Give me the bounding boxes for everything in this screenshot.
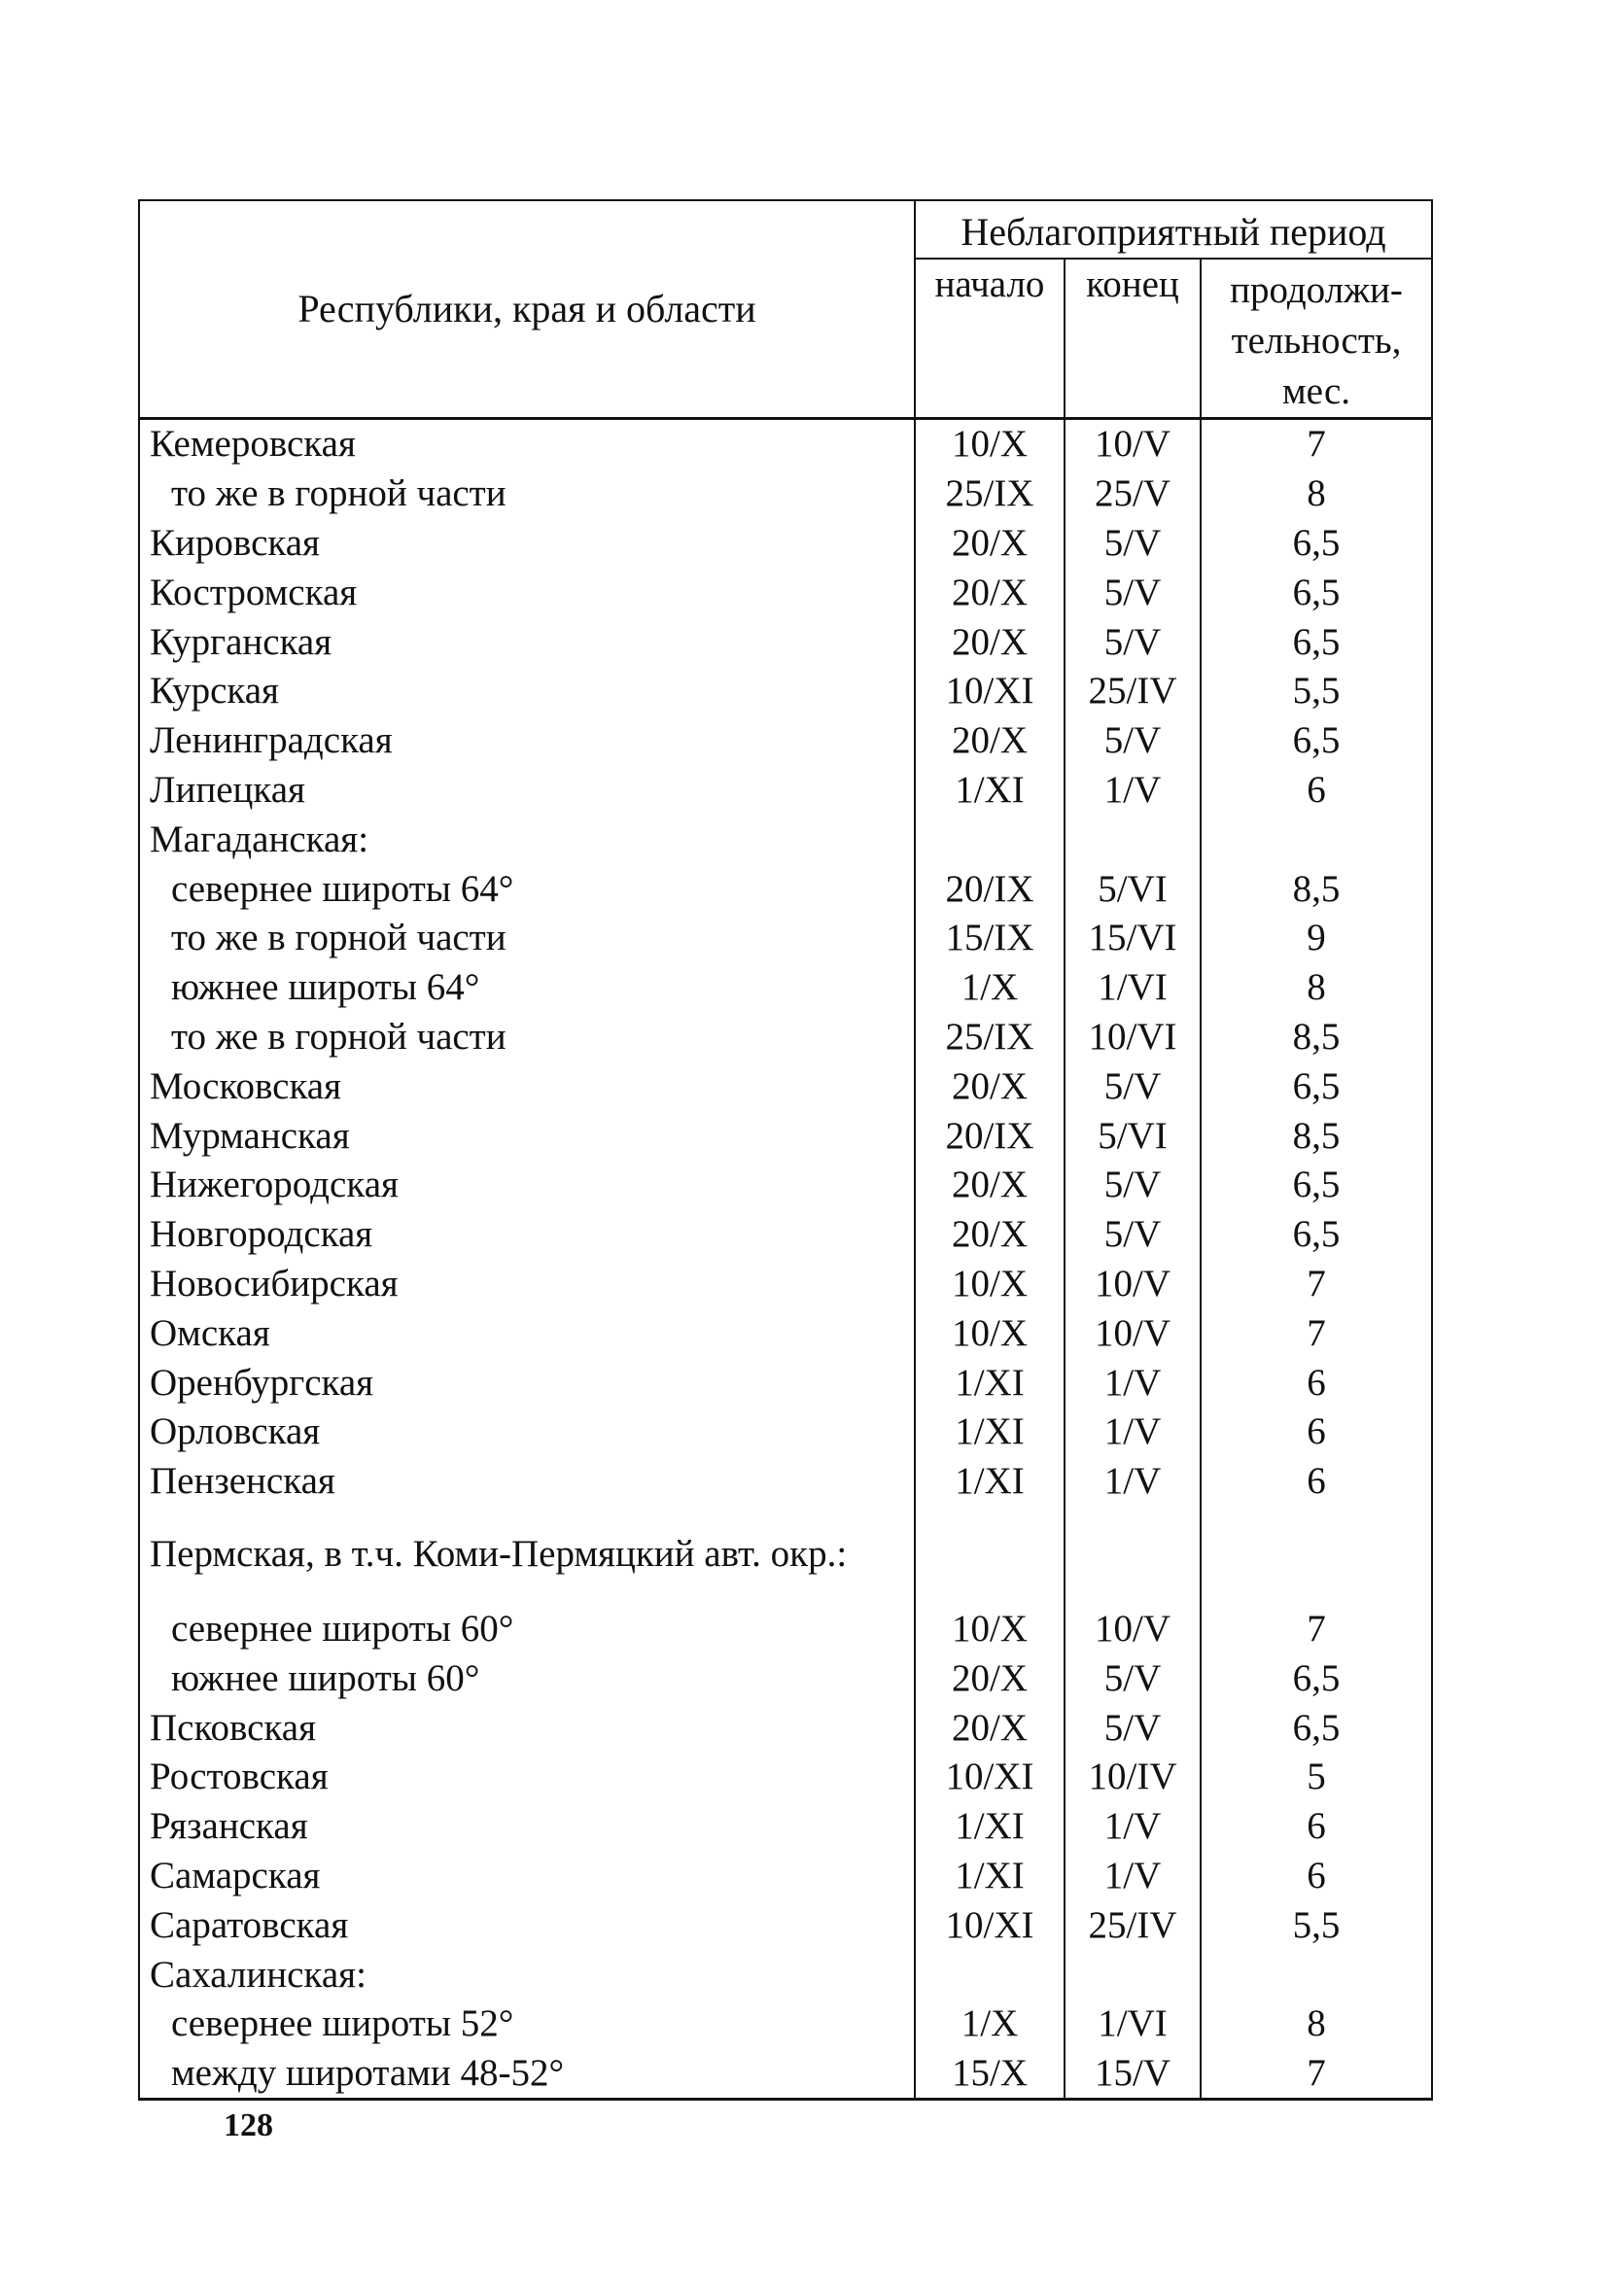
unfavorable-period-table [138,199,1433,2101]
table-row [139,1061,1432,1111]
end-date-cell [1065,815,1201,864]
table-row [139,617,1432,667]
table-row [139,1259,1432,1308]
region-name-cell: Ростовская [139,1753,915,1802]
start-date-cell: 20/X [915,1703,1065,1753]
duration-cell: 7 [1201,1308,1432,1358]
region-name-cell: Псковская [139,1703,915,1753]
duration-cell: 5,5 [1201,667,1432,716]
region-name-cell: Новосибирская [139,1259,915,1308]
region-name-cell: Сахалинская: [139,1950,915,2000]
end-date-cell: 10/V [1065,418,1201,469]
end-date-cell: 5/V [1065,518,1201,568]
start-date-cell: 20/IX [915,864,1065,914]
region-name-cell: севернее широты 64° [139,864,915,914]
start-date-cell: 1/XI [915,1801,1065,1851]
page-number: 128 [224,2107,273,2143]
start-date-cell: 20/X [915,1209,1065,1259]
region-name-cell: севернее широты 52° [139,1999,915,2048]
table-row [139,418,1432,469]
start-date-cell: 1/XI [915,765,1065,815]
start-date-cell [915,815,1065,864]
table-row [139,1999,1432,2048]
start-date-cell: 25/IX [915,1012,1065,1061]
region-name-cell: Московская [139,1061,915,1111]
table-row [139,1801,1432,1851]
start-date-cell: 1/XI [915,1408,1065,1457]
start-date-cell [915,1506,1065,1604]
region-name-cell: Оренбургская [139,1358,915,1408]
region-name-cell: Курская [139,667,915,716]
duration-cell: 7 [1201,1604,1432,1653]
region-name-cell: Мурманская [139,1111,915,1161]
end-date-cell [1065,1506,1201,1604]
region-name-cell: Пермская, в т.ч. Коми-Пермяцкий авт. окр.: [139,1506,915,1604]
start-date-cell: 10/XI [915,1900,1065,1950]
end-date-cell: 10/V [1065,1308,1201,1358]
header-end: конец [1065,259,1201,418]
table-header [139,200,1432,418]
start-date-cell: 1/X [915,962,1065,1012]
duration-cell: 6 [1201,1801,1432,1851]
start-date-cell: 25/IX [915,469,1065,518]
region-name-cell: Омская [139,1308,915,1358]
start-date-cell: 1/XI [915,1358,1065,1408]
header-region: Республики, края и области [139,200,915,418]
end-date-cell: 5/VI [1065,864,1201,914]
table-row [139,864,1432,914]
end-date-cell: 1/V [1065,1456,1201,1506]
duration-cell: 7 [1201,2048,1432,2099]
start-date-cell: 20/X [915,518,1065,568]
start-date-cell: 10/X [915,1308,1065,1358]
start-date-cell: 1/XI [915,1456,1065,1506]
region-name-cell: Нижегородская [139,1161,915,1210]
end-date-cell: 5/VI [1065,1111,1201,1161]
duration-cell: 8 [1201,469,1432,518]
region-name-cell: Кемеровская [139,418,915,469]
table-row [139,1604,1432,1653]
region-name-cell: между широтами 48-52° [139,2048,915,2099]
end-date-cell: 5/V [1065,1703,1201,1753]
start-date-cell: 10/X [915,1259,1065,1308]
table-row [139,518,1432,568]
duration-cell: 6,5 [1201,617,1432,667]
duration-cell [1201,815,1432,864]
duration-cell: 6,5 [1201,1061,1432,1111]
duration-cell: 6,5 [1201,1703,1432,1753]
start-date-cell: 15/IX [915,914,1065,963]
duration-cell: 6,5 [1201,518,1432,568]
region-name-cell: то же в горной части [139,1012,915,1061]
duration-cell [1201,1506,1432,1604]
end-date-cell: 5/V [1065,617,1201,667]
end-date-cell: 5/V [1065,715,1201,765]
end-date-cell: 25/V [1065,469,1201,518]
table-row [139,469,1432,518]
region-name-cell: южнее широты 64° [139,962,915,1012]
duration-cell: 8 [1201,1999,1432,2048]
region-name-cell: севернее широты 60° [139,1604,915,1653]
region-name-cell: Костромская [139,568,915,617]
start-date-cell: 1/XI [915,1851,1065,1900]
end-date-cell: 1/V [1065,1801,1201,1851]
region-name-cell: Орловская [139,1408,915,1457]
end-date-cell: 10/V [1065,1604,1201,1653]
region-name-cell: южнее широты 60° [139,1653,915,1703]
start-date-cell: 20/X [915,568,1065,617]
end-date-cell: 5/V [1065,1161,1201,1210]
start-date-cell: 20/X [915,617,1065,667]
region-name-cell: Пензенская [139,1456,915,1506]
region-name-cell: Кировская [139,518,915,568]
end-date-cell: 25/IV [1065,1900,1201,1950]
duration-cell: 6,5 [1201,1161,1432,1210]
table-row [139,1012,1432,1061]
region-name-cell: Липецкая [139,765,915,815]
period-table-container [138,199,1431,2101]
start-date-cell [915,1950,1065,2000]
end-date-cell: 5/V [1065,1209,1201,1259]
table-row [139,1851,1432,1900]
region-name-cell: Магаданская: [139,815,915,864]
region-name-cell: то же в горной части [139,469,915,518]
duration-cell: 6 [1201,765,1432,815]
start-date-cell: 15/X [915,2048,1065,2099]
end-date-cell: 5/V [1065,1061,1201,1111]
table-row [139,1950,1432,2000]
start-date-cell: 20/X [915,1161,1065,1210]
start-date-cell: 10/X [915,418,1065,469]
start-date-cell: 20/X [915,715,1065,765]
table-row [139,1753,1432,1802]
table-row [139,914,1432,963]
end-date-cell: 1/V [1065,765,1201,815]
end-date-cell: 1/V [1065,1408,1201,1457]
table-body [139,418,1432,2100]
table-row [139,2048,1432,2099]
table-row [139,815,1432,864]
start-date-cell: 1/X [915,1999,1065,2048]
duration-cell: 5 [1201,1753,1432,1802]
end-date-cell: 5/V [1065,1653,1201,1703]
header-duration: продолжи-тельность, мес. [1201,259,1432,418]
table-row [139,1703,1432,1753]
duration-cell: 6,5 [1201,1209,1432,1259]
end-date-cell: 5/V [1065,568,1201,617]
duration-cell: 5,5 [1201,1900,1432,1950]
table-row [139,1161,1432,1210]
table-row [139,765,1432,815]
end-date-cell: 10/IV [1065,1753,1201,1802]
table-row [139,1900,1432,1950]
table-row [139,1308,1432,1358]
table-row [139,568,1432,617]
duration-cell: 6,5 [1201,715,1432,765]
duration-cell: 8,5 [1201,864,1432,914]
start-date-cell: 10/X [915,1604,1065,1653]
duration-cell: 6 [1201,1408,1432,1457]
duration-cell: 6 [1201,1358,1432,1408]
duration-cell: 7 [1201,418,1432,469]
duration-cell [1201,1950,1432,2000]
table-row [139,1408,1432,1457]
end-date-cell: 10/V [1065,1259,1201,1308]
duration-cell: 6 [1201,1851,1432,1900]
duration-cell: 7 [1201,1259,1432,1308]
table-row [139,1506,1432,1604]
duration-cell: 6,5 [1201,1653,1432,1703]
region-name-cell: Самарская [139,1851,915,1900]
duration-cell: 6,5 [1201,568,1432,617]
duration-cell: 8 [1201,962,1432,1012]
table-row [139,1209,1432,1259]
start-date-cell: 10/XI [915,667,1065,716]
table-row [139,1358,1432,1408]
header-start: начало [915,259,1065,418]
end-date-cell: 25/IV [1065,667,1201,716]
end-date-cell: 10/VI [1065,1012,1201,1061]
duration-cell: 8,5 [1201,1012,1432,1061]
table-row [139,715,1432,765]
table-row [139,1111,1432,1161]
duration-cell: 6 [1201,1456,1432,1506]
end-date-cell: 1/V [1065,1851,1201,1900]
table-row [139,1653,1432,1703]
end-date-cell: 1/VI [1065,962,1201,1012]
table-row [139,962,1432,1012]
header-period-group: Неблагоприятный период [915,200,1432,259]
start-date-cell: 20/IX [915,1111,1065,1161]
end-date-cell: 1/V [1065,1358,1201,1408]
region-name-cell: Рязанская [139,1801,915,1851]
region-name-cell: Новгородская [139,1209,915,1259]
start-date-cell: 20/X [915,1061,1065,1111]
table-row [139,1456,1432,1506]
end-date-cell [1065,1950,1201,2000]
end-date-cell: 15/VI [1065,914,1201,963]
duration-cell: 9 [1201,914,1432,963]
region-name-cell: Ленинградская [139,715,915,765]
table-row [139,667,1432,716]
region-name-cell: Саратовская [139,1900,915,1950]
region-name-cell: то же в горной части [139,914,915,963]
end-date-cell: 1/VI [1065,1999,1201,2048]
region-name-cell: Курганская [139,617,915,667]
start-date-cell: 10/XI [915,1753,1065,1802]
duration-cell: 8,5 [1201,1111,1432,1161]
end-date-cell: 15/V [1065,2048,1201,2099]
start-date-cell: 20/X [915,1653,1065,1703]
